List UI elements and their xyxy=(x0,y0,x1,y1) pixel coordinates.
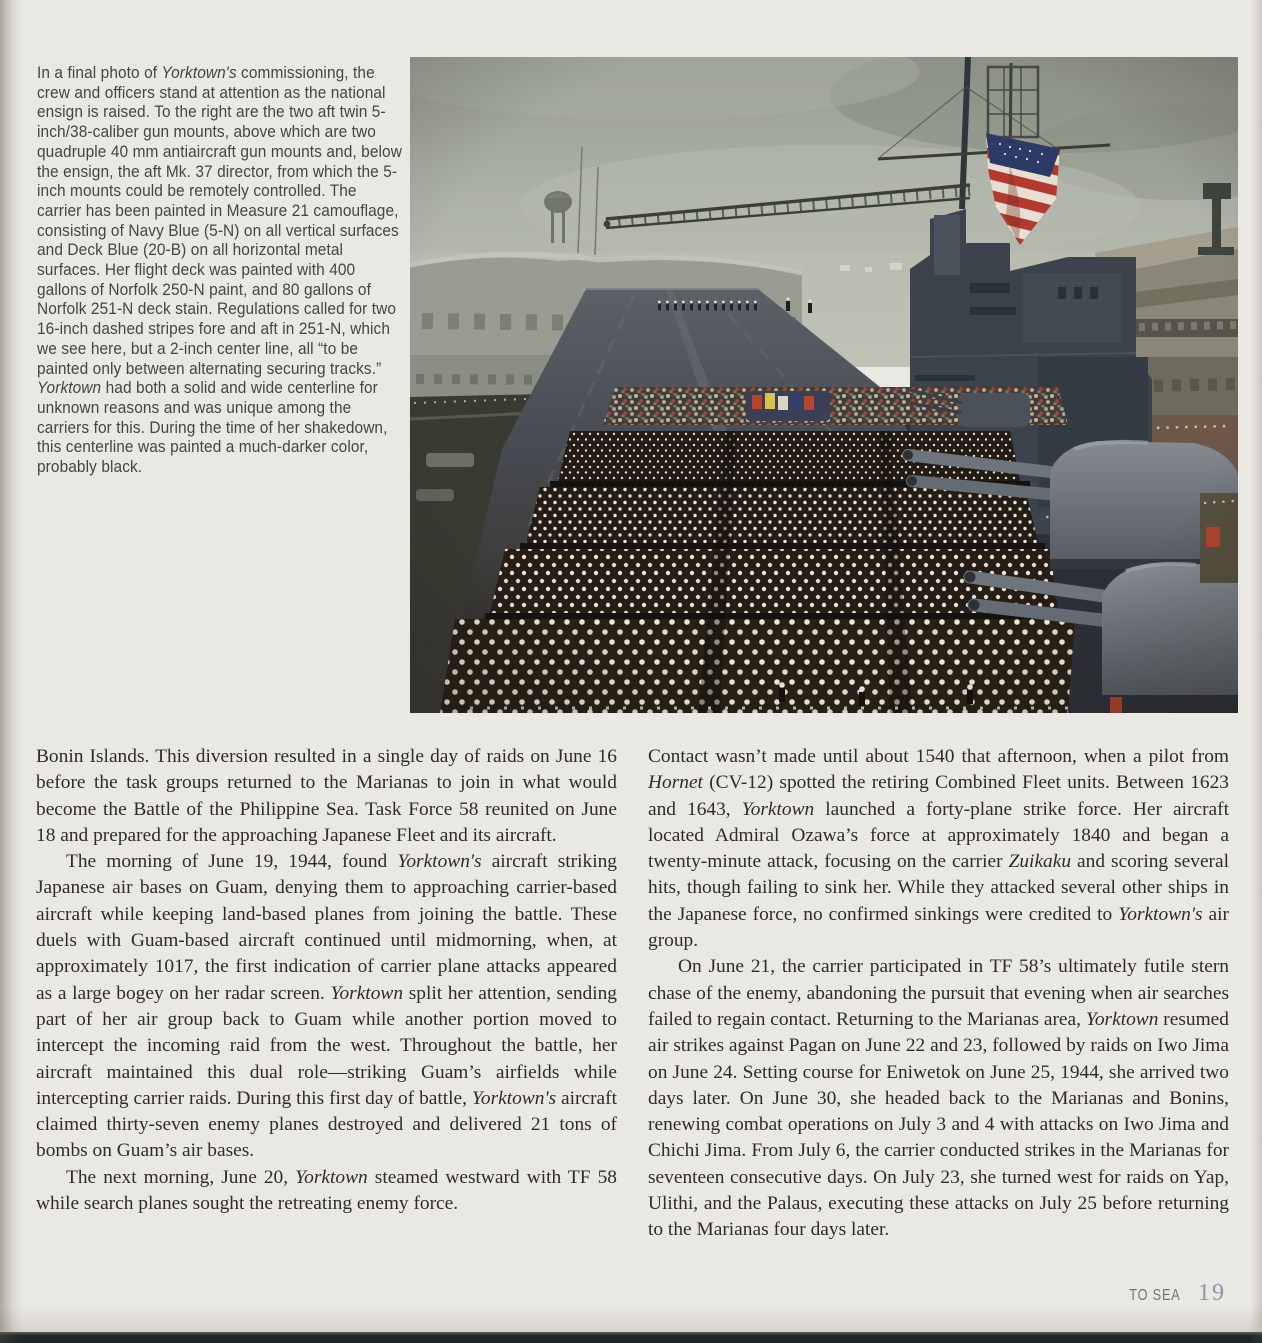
paragraph: Bonin Islands. This diversion resulted in a single day of raids on June 16 before the task groups returned to the Marianas to join in what would become the Battle of the Philippine Sea. Task Force 58 reunited on June 18 and prepared for the approaching Japanese Fleet and its aircraft. xyxy=(36,746,617,846)
caption-text: In a final photo of Yorktown's commissioning, the crew and officers stand at attention as the national ensign is raised. To the right are the two aft twin 5-inch/38-caliber gun mounts, above which are two quadruple 40 mm antiaircraft gun mounts and, below the ensign, the aft Mk. 37 director, from which the 5-inch mounts could be remotely controlled. The carrier has been painted in Measure 21 camouflage, consisting of Navy Blue (5-N) on all vertical surfaces and Deck Blue (20-B) on all horizontal metal surfaces. Her flight deck was painted with 400 gallons of Norfolk 250-N paint, and 80 gallons of Norfolk 251-N deck stain. Regulations called for two 16-inch dashed stripes fore and aft in 251-N, which we see here, but a 2-inch center line, all “to be painted only between alternating securing tracks.” Yorktown had both a solid and wide centerline for unknown reasons and was unique among the carriers for this. During the time of her shakedown, this centerline was painted a much-darker color, probably black. xyxy=(37,63,402,477)
paragraph: On June 21, the carrier participated in TF 58’s ultimately futile stern chase of the enemy, abandoning the pursuit that evening when air searches failed to regain contact. Returning to the Marianas area, Yorktown resumed air strikes against Pagan on June 22 and 23, followed by raids on Iwo Jima on June 24. Setting course for Eniwetok on June 25, 1944, she arrived two days later. On June 30, she headed back to the Marianas and Bonins, renewing combat operations on July 3 and 4 with attacks on Iwo Jima and Chichi Jima. From July 6, the carrier conducted strikes in the Marianas for seventeen consecutive days. On July 23, she turned west for raids on Yap, Ulithi, and the Palaus, executing these attacks on July 25 before returning to the Marianas four days later. xyxy=(648,956,1229,1241)
paragraph: The next morning, June 20, Yorktown steamed westward with TF 58 while search planes sought the retreating enemy force. xyxy=(36,1166,617,1215)
left-column xyxy=(36,744,617,1217)
right-column xyxy=(648,744,1229,1244)
running-footer xyxy=(1118,1280,1226,1307)
commissioning-photo xyxy=(410,57,1238,713)
page-left-edge xyxy=(0,0,22,1343)
page-right-edge xyxy=(1250,0,1262,1343)
page-number: 19 xyxy=(1198,1280,1226,1306)
photo-illustration xyxy=(410,57,1238,713)
section-label: TO SEA xyxy=(1129,1287,1181,1304)
photo-caption xyxy=(37,63,405,477)
paragraph: Contact wasn’t made until about 1540 that afternoon, when a pilot from Hornet (CV-12) spotted the retiring Combined Fleet units. Between 1623 and 1643, Yorktown launched a forty-plane strike force. Her aircraft located Admiral Ozawa’s force at approximately 1840 and began a twenty-minute attack, focusing on the carrier Zuikaku and scoring several hits, though failing to sink her. While they attacked several other ships in the Japanese force, no confirmed sinkings were credited to Yorktown's air group. xyxy=(648,746,1230,952)
paragraph: The morning of June 19, 1944, found Yorktown's aircraft striking Japanese air bases on Guam, denying them to approaching carrier-based aircraft while keeping land-based planes from joining the battle. These duels with Guam-based aircraft continued until midmorning, when, at approximately 1017, the first indication of carrier plane attacks appeared as a large bogey on her radar screen. Yorktown split her attention, sending part of her air group back to Guam while another portion moved to intercept the incoming raid from the west. Throughout the battle, her aircraft maintained this dual role—striking Guam’s airfields while intercepting carrier raids. During this first day of battle, Yorktown's aircraft claimed thirty-seven enemy planes destroyed and delivered 21 tons of bombs on Guam’s air bases. xyxy=(36,851,617,1162)
page-bottom-shading xyxy=(0,1306,1262,1332)
book-edge xyxy=(0,1332,1262,1343)
